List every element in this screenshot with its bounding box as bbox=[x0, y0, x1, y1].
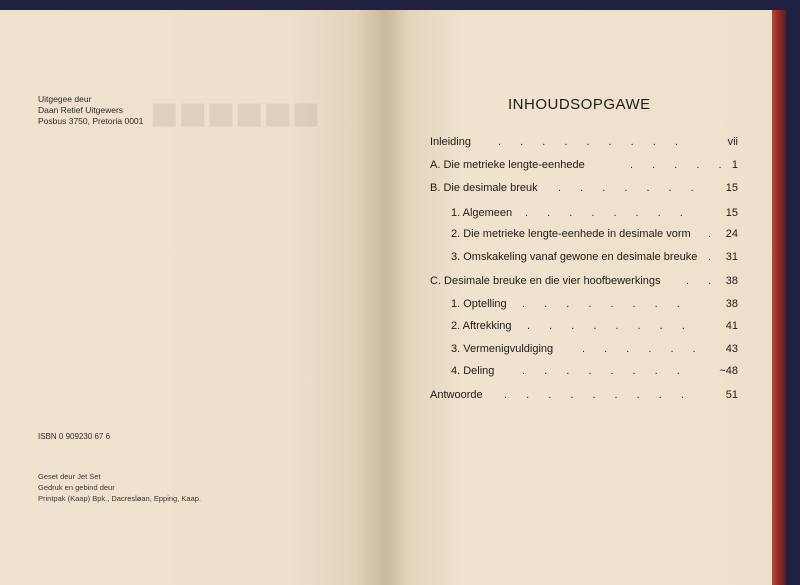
show-through-title: ■■■■■■ bbox=[150, 96, 321, 131]
toc-entry-label: 4. Deling bbox=[451, 365, 495, 377]
printer-line: Geset deur Jet Set bbox=[38, 472, 101, 481]
toc-entry-b2[interactable] bbox=[0, 228, 800, 244]
toc-entry-label: 3. Vermenigvuldiging bbox=[451, 343, 554, 355]
toc-entry-label: 1. Algemeen bbox=[451, 207, 513, 219]
toc-page-number: 41 bbox=[725, 320, 738, 332]
toc-page-number: 24 bbox=[725, 228, 738, 240]
publisher-line: Posbus 3750, Pretoria 0001 bbox=[38, 116, 144, 126]
toc-page-number: ~48 bbox=[719, 365, 738, 377]
toc-leader-dots: . . . . . bbox=[630, 159, 730, 171]
toc-page-number: 38 bbox=[725, 298, 738, 310]
toc-page-number: 38 bbox=[725, 275, 738, 287]
toc-page-number: 15 bbox=[725, 207, 738, 219]
toc-leader-dots: . bbox=[708, 228, 720, 240]
toc-leader-dots: . . . . . . . . bbox=[522, 365, 688, 377]
toc-title: INHOUDSOPGAWE bbox=[508, 96, 651, 113]
toc-entry-label: Inleiding bbox=[430, 136, 471, 148]
toc-entry-c2[interactable] bbox=[0, 320, 800, 336]
toc-entry-c3[interactable] bbox=[0, 343, 800, 359]
toc-leader-dots: . bbox=[708, 251, 720, 263]
toc-entry-b3[interactable] bbox=[0, 251, 800, 267]
toc-leader-dots: . . . . . . . . bbox=[522, 298, 688, 310]
toc-page-number: 15 bbox=[725, 182, 738, 194]
toc-page-number: 51 bbox=[725, 389, 738, 401]
toc-entry-antwoorde[interactable] bbox=[0, 389, 800, 405]
toc-entry-b1[interactable] bbox=[0, 207, 800, 223]
toc-entry-b[interactable] bbox=[0, 182, 800, 198]
printer-info bbox=[38, 471, 201, 504]
toc-page-number: 43 bbox=[725, 343, 738, 355]
toc-leader-dots: . . . . . . . bbox=[558, 182, 702, 194]
isbn: ISBN 0 909230 67 6 bbox=[38, 432, 111, 441]
toc-leader-dots: . . . . . . . . bbox=[525, 207, 691, 219]
toc-leader-dots: . . . . . . . . . bbox=[504, 389, 692, 401]
toc-page-number: 31 bbox=[725, 251, 738, 263]
toc-entry-label: 3. Omskakeling vanaf gewone en desimale breuke bbox=[451, 251, 698, 263]
toc-page-number: vii bbox=[727, 136, 738, 148]
toc-entry-inleiding[interactable] bbox=[0, 136, 800, 152]
publisher-line: Uitgegee deur bbox=[38, 94, 92, 104]
toc-leader-dots: . . . . . . . . bbox=[527, 320, 693, 332]
toc-entry-a[interactable] bbox=[0, 159, 800, 175]
toc-entry-c[interactable] bbox=[0, 275, 800, 291]
toc-leader-dots: . . . . . . . . . bbox=[498, 136, 686, 148]
toc-entry-label: A. Die metrieke lengte-eenhede bbox=[430, 159, 585, 171]
toc-entry-c4[interactable] bbox=[0, 365, 800, 381]
printer-line: Printpak (Kaap) Bpk., Dacresløan, Epping, Kaap. bbox=[38, 494, 202, 503]
toc-entry-label: 1. Optelling bbox=[451, 298, 507, 310]
toc-entry-label: C. Desimale breuke en die vier hoofbewerkings bbox=[430, 275, 661, 287]
toc-entry-label: 2. Aftrekking bbox=[451, 320, 512, 332]
toc-entry-c1[interactable] bbox=[0, 298, 800, 314]
toc-leader-dots: . . bbox=[686, 275, 720, 287]
toc-leader-dots: . . . . . . bbox=[582, 343, 704, 355]
toc-page-number: 1 bbox=[731, 159, 738, 171]
publisher-info bbox=[38, 94, 143, 127]
toc-entry-label: Antwoorde bbox=[430, 389, 483, 401]
printer-line: Gedruk en gebind deur bbox=[38, 483, 115, 492]
publisher-line: Daan Retief Uitgewers bbox=[38, 105, 124, 115]
toc-entry-label: B. Die desimale breuk bbox=[430, 182, 538, 194]
toc-entry-label: 2. Die metrieke lengte-eenhede in desimale vorm bbox=[451, 228, 691, 240]
